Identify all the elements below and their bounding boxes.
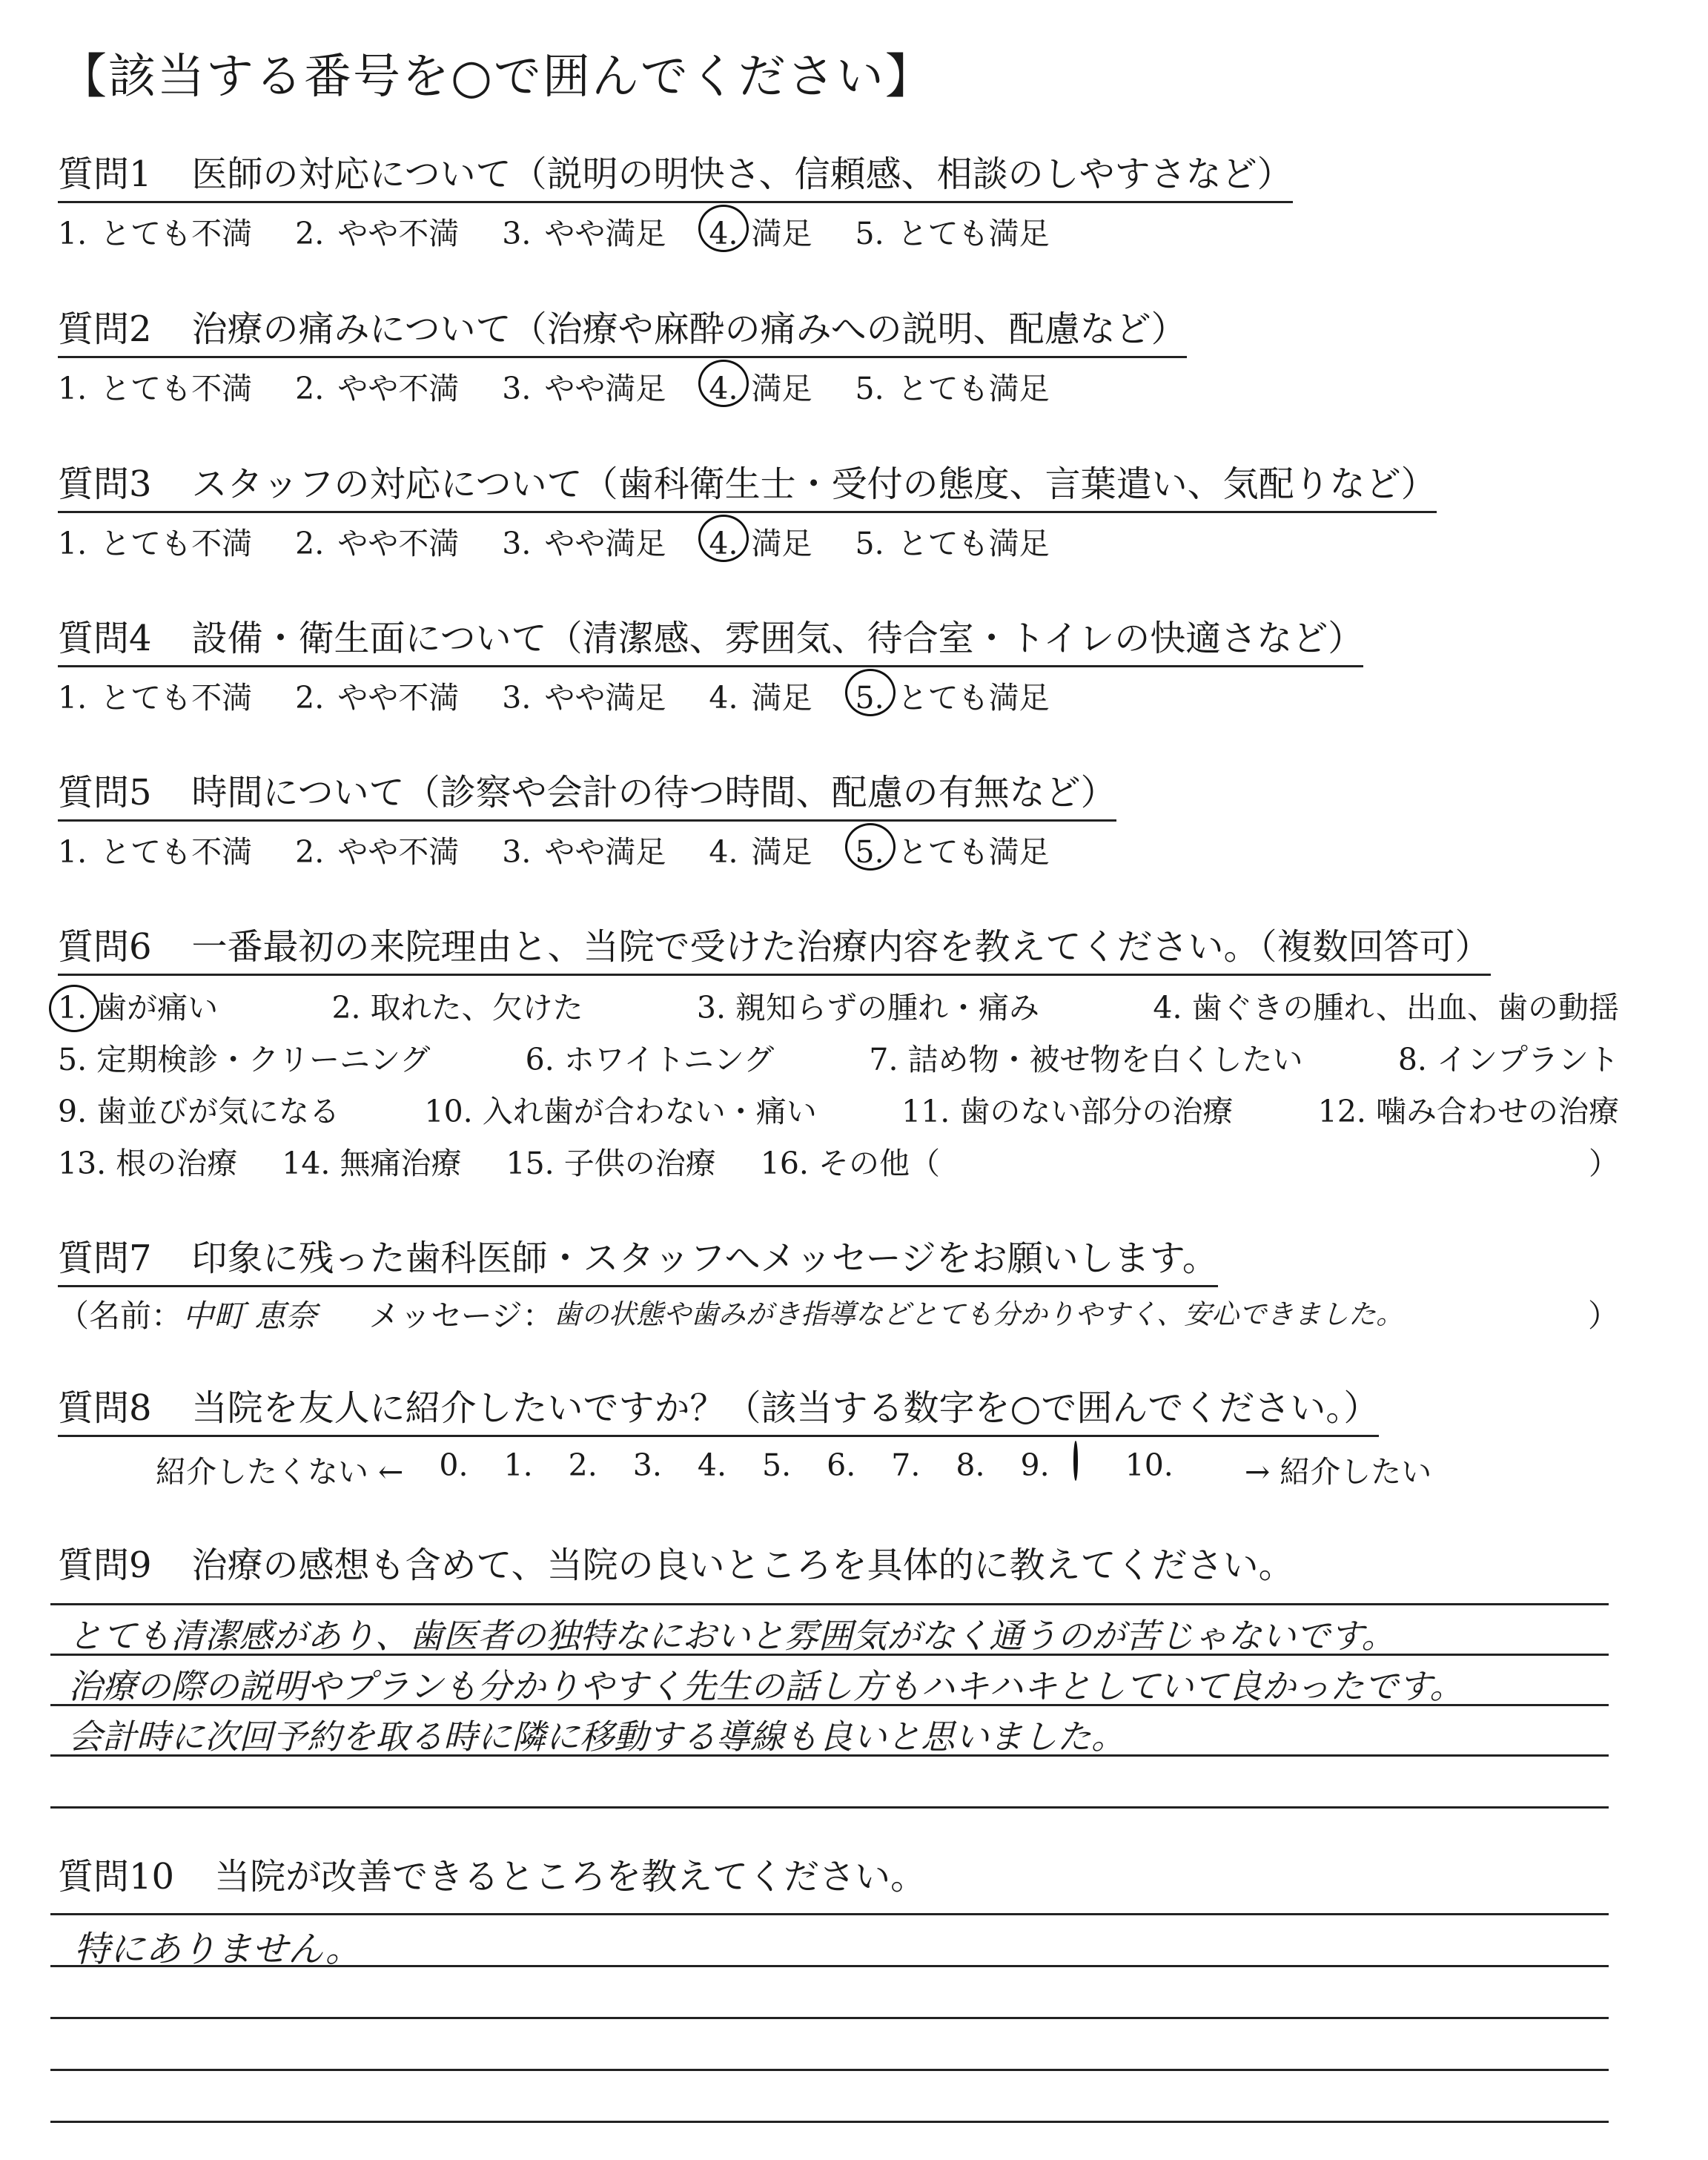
rating-options [58, 209, 1622, 253]
question-heading: 質問3 スタッフの対応について（歯科衛生士・受付の態度、言葉遣い、気配りなど） [58, 455, 1437, 513]
rating-options [58, 673, 1622, 717]
answer-rule [50, 1806, 1609, 1809]
scale-7[interactable]: 7. [891, 1447, 921, 1483]
scale-6[interactable]: 6. [827, 1447, 856, 1483]
question-2 [58, 300, 1622, 408]
answer-rule [50, 2017, 1609, 2019]
question-heading: 質問2 治療の痛みについて（治療や麻酔の痛みへの説明、配慮など） [58, 300, 1187, 358]
scale-9[interactable]: 9. [1020, 1447, 1050, 1483]
answer-line[interactable]: 特にありません。 [74, 1929, 361, 1970]
option-3[interactable]: 3. やや満足 [502, 526, 666, 561]
scale-4[interactable]: 4. [697, 1447, 727, 1483]
name-field[interactable]: 中町 恵奈 [182, 1298, 317, 1334]
page-title: 【該当する番号を○で囲んでください】 [59, 50, 934, 105]
message-field[interactable]: 歯の状態や歯みがき指導などとても分かりやすく、安心できました。 [553, 1298, 1404, 1330]
scale-right-label: → 紹介したい [1244, 1454, 1432, 1490]
question-10 [58, 1848, 1622, 1903]
other-close-paren: ） [1589, 1146, 1619, 1181]
list-item[interactable]: 1. 歯が痛い [58, 982, 218, 1034]
scale-2[interactable]: 2. [568, 1447, 598, 1483]
scale-8[interactable]: 8. [956, 1447, 985, 1483]
selection-circle [698, 205, 749, 252]
question-heading: 質問9 治療の感想も含めて、当院の良いところを具体的に教えてください。 [58, 1545, 1294, 1586]
question-3 [58, 455, 1622, 563]
list-item[interactable]: 2. 取れた、欠けた [331, 990, 583, 1025]
selection-circle [698, 360, 749, 407]
message-close-paren: ） [1587, 1298, 1619, 1334]
list-item[interactable]: 14. 無痛治療 [282, 1146, 462, 1181]
reason-list [58, 982, 1622, 1189]
question-9 [58, 1536, 1622, 1592]
answer-rule [50, 1603, 1609, 1605]
question-heading: 質問4 設備・衛生面について（清潔感、雰囲気、待合室・トイレの快適さなど） [58, 610, 1363, 667]
question-7 [58, 1229, 1622, 1336]
list-item[interactable]: 9. 歯並びが気になる [58, 1094, 340, 1129]
answer-line[interactable]: 会計時に次回予約を取る時に隣に移動する導線も良いと思いました。 [68, 1717, 1125, 1757]
option-3[interactable]: 3. やや満足 [502, 371, 666, 406]
name-label: （名前： [58, 1298, 183, 1334]
selection-circle [49, 985, 99, 1032]
question-4 [58, 610, 1622, 717]
question-5 [58, 764, 1622, 871]
option-1[interactable]: 1. とても不満 [58, 371, 253, 406]
option-4[interactable]: 4. 満足 [709, 834, 812, 870]
option-2[interactable]: 2. やや不満 [295, 216, 460, 251]
list-row [58, 1086, 1619, 1137]
question-1 [58, 145, 1622, 253]
answer-line[interactable]: とても清潔感があり、歯医者の独特なにおいと雰囲気がなく通うのが苦じゃないです。 [68, 1616, 1396, 1656]
list-item[interactable]: 12. 噛み合わせの治療 [1317, 1094, 1619, 1129]
answer-rule [50, 1913, 1609, 1915]
message-label: メッセージ： [368, 1298, 554, 1334]
option-1[interactable]: 1. とても不満 [58, 680, 253, 716]
scale-5[interactable]: 5. [762, 1447, 792, 1483]
scale-left-label: 紹介したくない ← [156, 1454, 404, 1490]
question-heading: 質問6 一番最初の来院理由と、当院で受けた治療内容を教えてください。（複数回答可） [58, 918, 1491, 976]
list-item[interactable]: 11. 歯のない部分の治療 [901, 1094, 1234, 1129]
option-4[interactable]: 4. 満足 [709, 680, 812, 716]
list-item[interactable]: 5. 定期検診・クリーニング [58, 1042, 431, 1077]
list-item[interactable]: 8. インプラント [1397, 1042, 1619, 1077]
question-heading: 質問5 時間について（診察や会計の待つ時間、配慮の有無など） [58, 764, 1116, 822]
scale-3[interactable]: 3. [632, 1447, 662, 1483]
question-heading: 質問10 当院が改善できるところを教えてください。 [58, 1856, 927, 1898]
option-5[interactable]: 5. とても満足 [855, 526, 1050, 561]
list-item[interactable]: 3. 親知らずの腫れ・痛み [696, 990, 1040, 1025]
question-heading: 質問7 印象に残った歯科医師・スタッフへメッセージをお願いします。 [58, 1229, 1218, 1287]
question-heading: 質問8 当院を友人に紹介したいですか？（該当する数字を○で囲んでください。） [58, 1379, 1379, 1437]
scale-0[interactable]: 0. [439, 1447, 469, 1483]
answer-rule [50, 2069, 1609, 2071]
option-3[interactable]: 3. やや満足 [502, 834, 666, 870]
list-row [58, 1137, 1619, 1189]
scale-1[interactable]: 1. [503, 1447, 533, 1483]
list-row [58, 982, 1619, 1034]
message-row [58, 1292, 1619, 1336]
option-1[interactable]: 1. とても不満 [58, 216, 253, 251]
answer-line[interactable]: 治療の際の説明やプランも分かりやすく先生の話し方もハキハキとしていて良かったです。 [68, 1666, 1464, 1706]
list-row [58, 1034, 1619, 1086]
list-item[interactable]: 7. 詰め物・被せ物を白くしたい [869, 1042, 1303, 1077]
option-2[interactable]: 2. やや不満 [295, 680, 460, 716]
list-item[interactable]: 10. 入れ歯が合わない・痛い [424, 1094, 817, 1129]
rating-options [58, 364, 1622, 408]
rating-options [58, 828, 1622, 871]
question-8 [58, 1379, 1622, 1491]
option-2[interactable]: 2. やや不満 [295, 526, 460, 561]
question-6 [58, 918, 1622, 1189]
recommend-scale [58, 1447, 1622, 1491]
rating-options [58, 519, 1622, 563]
scale-10[interactable]: 10. [1085, 1447, 1209, 1491]
answer-rule [50, 2121, 1609, 2123]
list-item[interactable]: 15. 子供の治療 [506, 1146, 716, 1181]
selection-circle [845, 823, 896, 871]
option-5[interactable]: 5. とても満足 [855, 828, 1050, 871]
option-3[interactable]: 3. やや満足 [502, 680, 666, 716]
option-1[interactable]: 1. とても不満 [58, 834, 253, 870]
list-item-other[interactable]: 16. その他（ [760, 1146, 940, 1181]
option-5[interactable]: 5. とても満足 [855, 673, 1050, 717]
option-4[interactable]: 4. 満足 [709, 209, 812, 253]
selection-circle [845, 669, 896, 716]
option-3[interactable]: 3. やや満足 [502, 216, 666, 251]
option-2[interactable]: 2. やや不満 [295, 834, 460, 870]
option-4[interactable]: 4. 満足 [709, 364, 812, 408]
list-item[interactable]: 6. ホワイトニング [525, 1042, 775, 1077]
selection-circle [698, 515, 749, 562]
option-2[interactable]: 2. やや不満 [295, 371, 460, 406]
selection-circle [1073, 1441, 1078, 1481]
question-heading: 質問1 医師の対応について（説明の明快さ、信頼感、相談のしやすさなど） [58, 145, 1293, 203]
option-1[interactable]: 1. とても不満 [58, 526, 253, 561]
option-5[interactable]: 5. とても満足 [855, 216, 1050, 251]
list-item[interactable]: 13. 根の治療 [58, 1146, 238, 1181]
option-4[interactable]: 4. 満足 [709, 519, 812, 563]
option-5[interactable]: 5. とても満足 [855, 371, 1050, 406]
list-item[interactable]: 4. 歯ぐきの腫れ、出血、歯の動揺 [1153, 990, 1619, 1025]
